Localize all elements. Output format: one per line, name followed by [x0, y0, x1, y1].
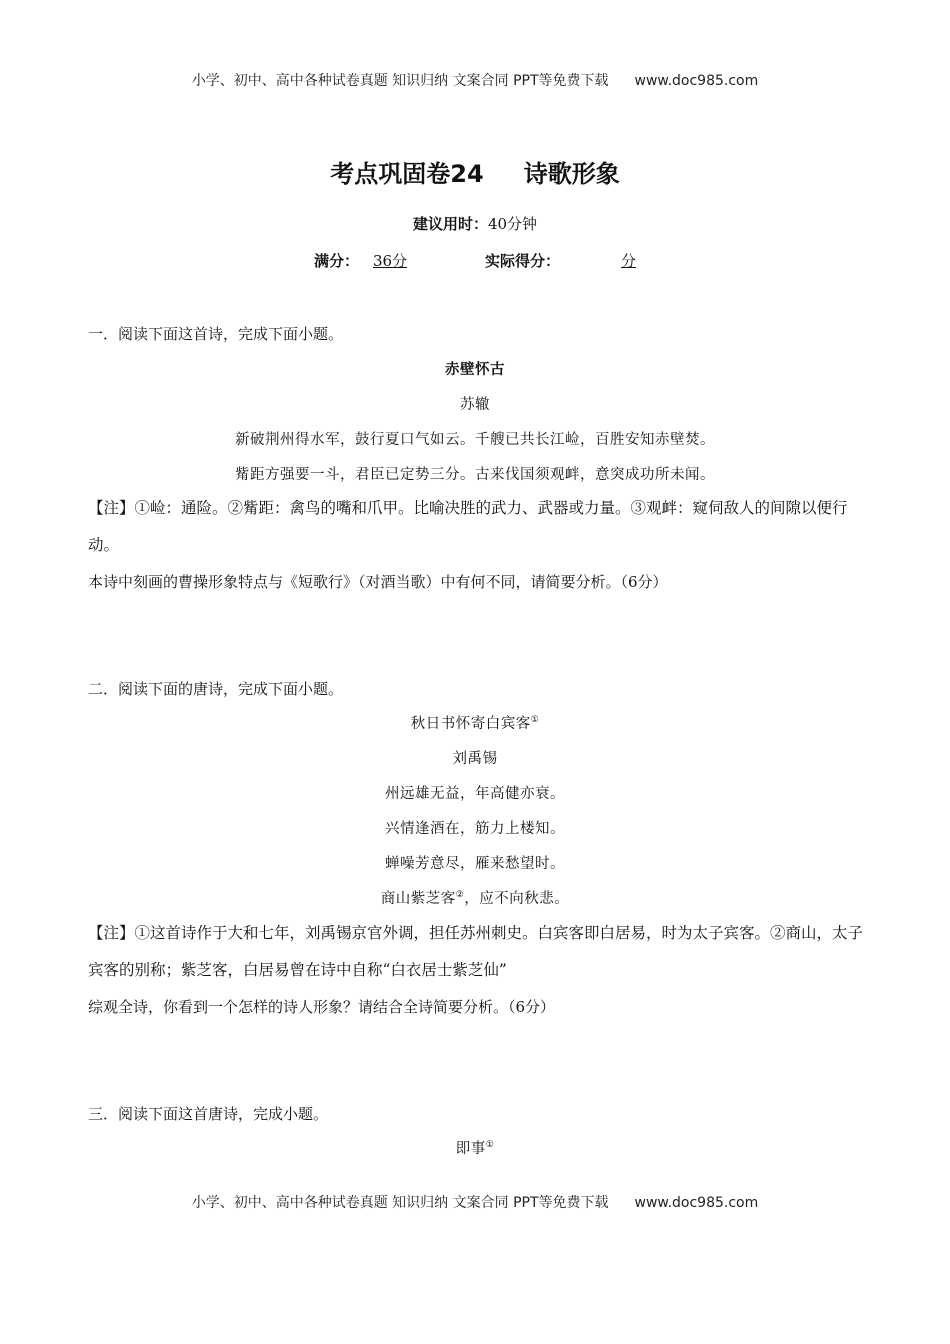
footer-text: 小学、初中、高中各种试卷真题 知识归纳 文案合同 PPT等免费下载 — [191, 1195, 609, 1211]
q3-poem-title-text: 即事 — [455, 1141, 486, 1157]
q2-question: 综观全诗，你看到一个怎样的诗人形象？请结合全诗简要分析。（6分） — [88, 998, 556, 1016]
q1-poem-line: 新破荆州得水军，鼓行夏口气如云。千艘已共长江崄，百胜安知赤壁焚。 — [235, 432, 715, 448]
actual-score-label: 实际得分： — [485, 252, 561, 270]
q2-note: 【注】①这首诗作于大和七年，刘禹锡京官外调，担任苏州刺史。白宾客即白居易，时为太子宾客。②商山，太子宾客的别称；紫芝客，白居易曾在诗中自称“白衣居士紫芝仙” — [88, 924, 864, 979]
header-text: 小学、初中、高中各种试卷真题 知识归纳 文案合同 PPT等免费下载 — [191, 73, 609, 89]
score-row — [0, 250, 950, 271]
title-sub: 诗歌形象 — [523, 160, 620, 188]
q2-last-line-mark: ② — [455, 890, 465, 901]
header-site[interactable]: www.doc985.com — [634, 73, 759, 89]
q1-poem-line: 觜距方强要一斗，君臣已定势三分。古来伐国须观衅，意突成功所未闻。 — [235, 467, 715, 483]
full-score-label: 满分： — [313, 252, 359, 270]
q2-last-line-b: ，应不向秋悲。 — [464, 891, 570, 907]
q2-poem-line-last — [0, 887, 950, 908]
q2-poem-title-text: 秋日书怀寄白宾客 — [410, 716, 531, 732]
q2-poem-title-mark: ① — [530, 715, 540, 726]
q1-note: 【注】①崄：通险。②觜距：禽鸟的嘴和爪甲。比喻决胜的武力、武器或力量。③观衅：窥伺敌人的间隙以便行动。 — [88, 499, 848, 554]
suggested-time — [0, 213, 950, 234]
q2-poem-line: 蝉噪芳意尽，雁来愁望时。 — [385, 856, 565, 872]
full-score-value: 36分 — [372, 252, 408, 270]
time-value: 40分钟 — [487, 215, 538, 233]
page-footer — [0, 1192, 950, 1212]
q3-stem: 三．阅读下面这首唐诗，完成小题。 — [88, 1105, 329, 1123]
q2-author: 刘禹锡 — [452, 751, 498, 767]
q1-question: 本诗中刻画的曹操形象特点与《短歌行》（对酒当歌）中有何不同，请简要分析。（6分） — [88, 573, 668, 591]
page-header — [0, 70, 950, 90]
page-title — [0, 154, 950, 189]
q3-poem-title — [0, 1137, 950, 1158]
actual-score-blank[interactable]: 分 — [621, 252, 637, 270]
q2-last-line-a: 商山紫芝客 — [380, 891, 456, 907]
q3-poem-title-mark: ① — [485, 1140, 495, 1151]
q2-poem-line: 兴情逢酒在，筋力上楼知。 — [385, 821, 565, 837]
q2-poem-line: 州远雄无益，年高健亦衰。 — [385, 786, 565, 802]
q2-poem-title — [0, 712, 950, 733]
q1-author: 苏辙 — [460, 397, 490, 413]
title-main: 考点巩固卷24 — [330, 160, 484, 188]
q1-stem: 一．阅读下面这首诗，完成下面小题。 — [88, 325, 344, 343]
time-label: 建议用时： — [412, 215, 488, 233]
footer-site[interactable]: www.doc985.com — [634, 1195, 759, 1211]
q2-stem: 二．阅读下面的唐诗，完成下面小题。 — [88, 680, 344, 698]
q1-poem-title: 赤壁怀古 — [445, 362, 505, 378]
